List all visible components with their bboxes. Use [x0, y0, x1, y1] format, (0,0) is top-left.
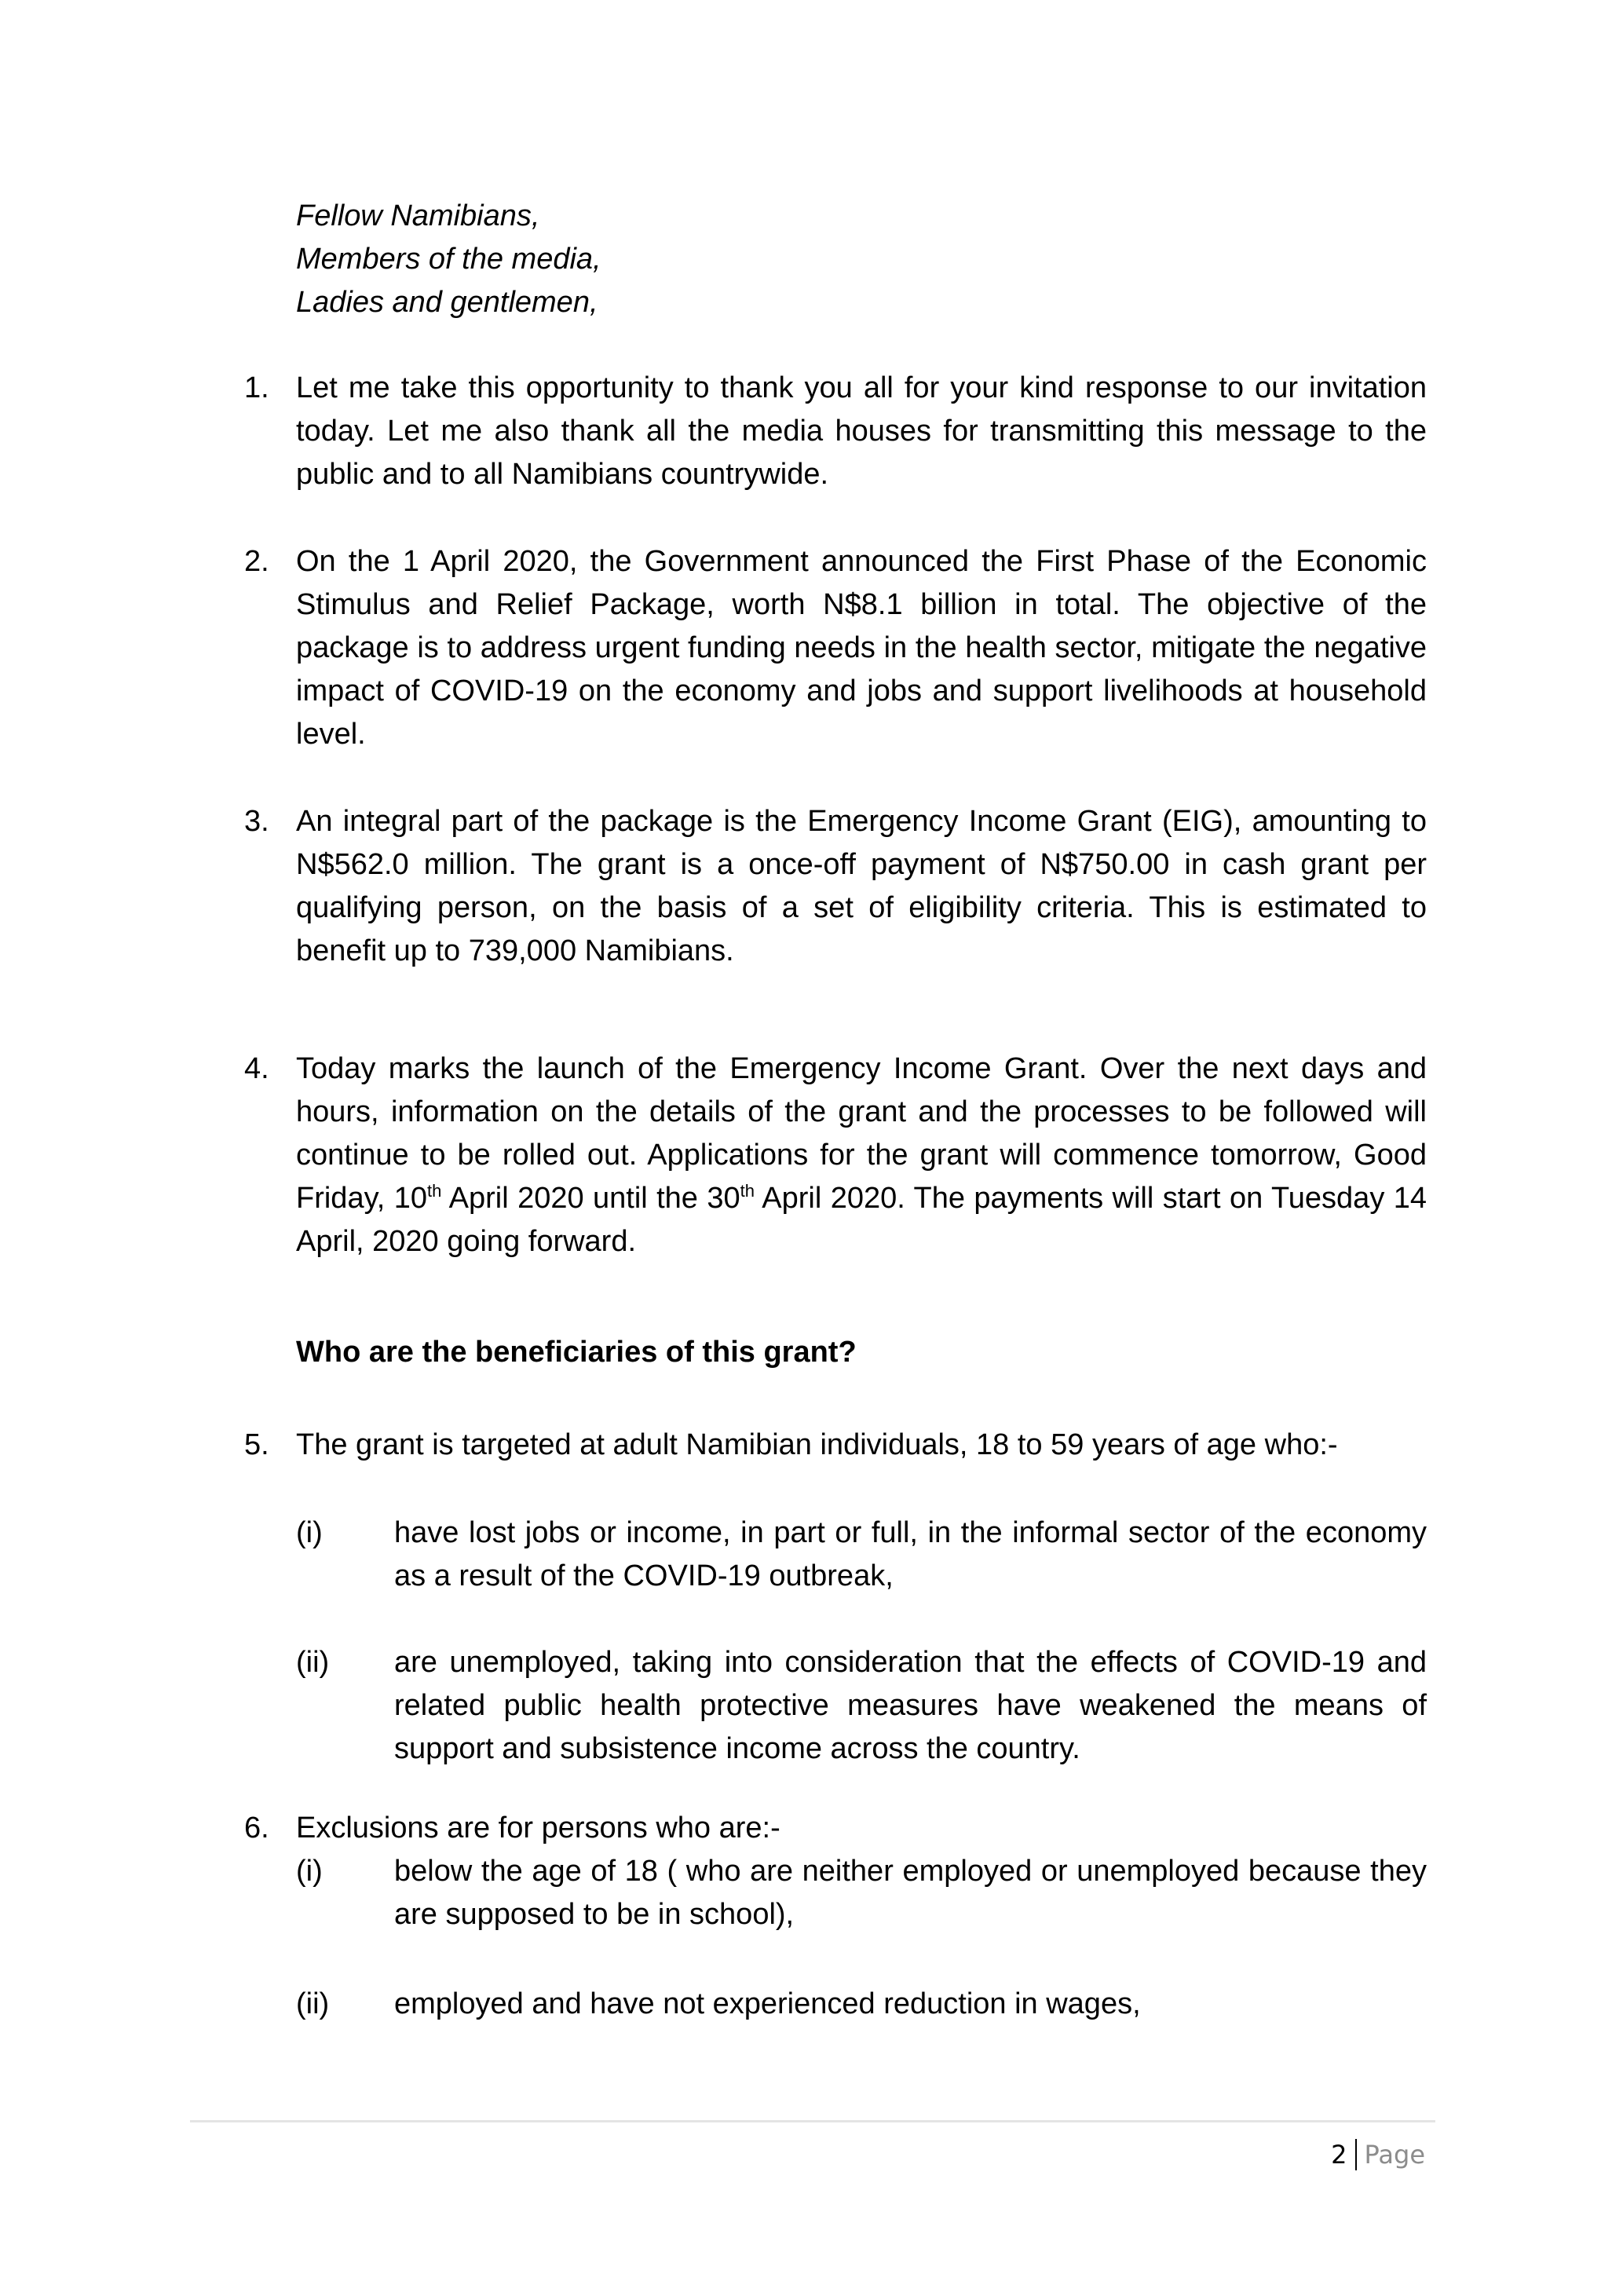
page-label: Page: [1364, 2140, 1425, 2170]
page-separator: [1355, 2139, 1357, 2170]
paragraph-4: [244, 1047, 1427, 1263]
criteria-item-i: [296, 1512, 1427, 1598]
paragraph-number: 6.: [244, 1812, 269, 1844]
exclusion-item-i: [296, 1850, 1427, 1936]
paragraph-text: Exclusions are for persons who are:-: [296, 1812, 780, 1844]
exclusion-item-ii: [296, 1983, 1427, 2026]
paragraph-5: [244, 1424, 1427, 1467]
text-segment: April 2020 until the 30: [441, 1182, 740, 1215]
paragraph-1: [244, 367, 1427, 496]
paragraph-text: [296, 1052, 1427, 1258]
ordinal-suffix: th: [426, 1181, 442, 1201]
text-segment: April 2020. The payments will start on Tuesday 14 April, 2020 going forward.: [296, 1182, 1427, 1258]
criteria-item-ii: [296, 1641, 1427, 1771]
paragraph-text: An integral part of the package is the Emergency Income Grant (EIG), amounting to N$562.0 million. The grant is a once-off payment of N$750.00 in cash grant per qualifying person, on the basis of a set of eligibility criteria. This is estimated to benefit up to 739,000 Namibians.: [296, 805, 1427, 967]
page-footer: [1331, 2137, 1425, 2172]
salutation-line: Ladies and gentlemen,: [296, 286, 598, 319]
sub-item-text: have lost jobs or income, in part or full, in the informal sector of the economy as a result of the COVID-19 outbreak,: [394, 1516, 1427, 1592]
paragraph-number: 5.: [244, 1428, 269, 1461]
paragraph-6: [244, 1807, 1427, 1850]
sub-item-marker: (ii): [296, 1646, 330, 1679]
sub-item-marker: (i): [296, 1516, 323, 1549]
paragraph-text: The grant is targeted at adult Namibian individuals, 18 to 59 years of age who:-: [296, 1428, 1338, 1461]
paragraph-2: [244, 540, 1427, 756]
section-heading: Who are the beneficiaries of this grant?: [296, 1336, 857, 1369]
page-number: 2: [1331, 2140, 1347, 2170]
salutation: [296, 195, 601, 324]
paragraph-number: 3.: [244, 805, 269, 838]
ordinal-suffix: th: [740, 1181, 755, 1201]
footer-divider: [190, 2120, 1435, 2122]
paragraph-number: 4.: [244, 1052, 269, 1085]
paragraph-3: [244, 800, 1427, 973]
paragraph-number: 1.: [244, 371, 269, 404]
paragraph-text: On the 1 April 2020, the Government announced the First Phase of the Economic Stimulus and Relief Package, worth N$8.1 billion in total. The objective of the package is to address urgent funding needs in the health sector, mitigate the negative impact of COVID-19 on the economy and jobs and support livelihoods at household level.: [296, 545, 1427, 751]
sub-item-text: employed and have not experienced reduction in wages,: [394, 1987, 1141, 2020]
paragraph-number: 2.: [244, 545, 269, 578]
salutation-line: Members of the media,: [296, 243, 601, 276]
sub-item-marker: (ii): [296, 1987, 330, 2020]
sub-item-marker: (i): [296, 1855, 323, 1888]
paragraph-text: Let me take this opportunity to thank you all for your kind response to our invitation today. Let me also thank all the media houses for transmitting this message to the public and to all Namibians countrywide.: [296, 371, 1427, 491]
text-segment: Today marks the launch of the Emergency Income Grant. Over the next days and hours, information on the details of the grant and the processes to be followed will continue to be rolled out. Applications for the grant will commence tomorrow, Good Friday, 10: [296, 1052, 1427, 1215]
salutation-line: Fellow Namibians,: [296, 199, 540, 232]
sub-item-text: are unemployed, taking into consideration that the effects of COVID-19 and related public health protective measures have weakened the means of support and subsistence income across the country.: [394, 1646, 1427, 1765]
sub-item-text: below the age of 18 ( who are neither employed or unemployed because they are supposed to be in school),: [394, 1855, 1427, 1931]
